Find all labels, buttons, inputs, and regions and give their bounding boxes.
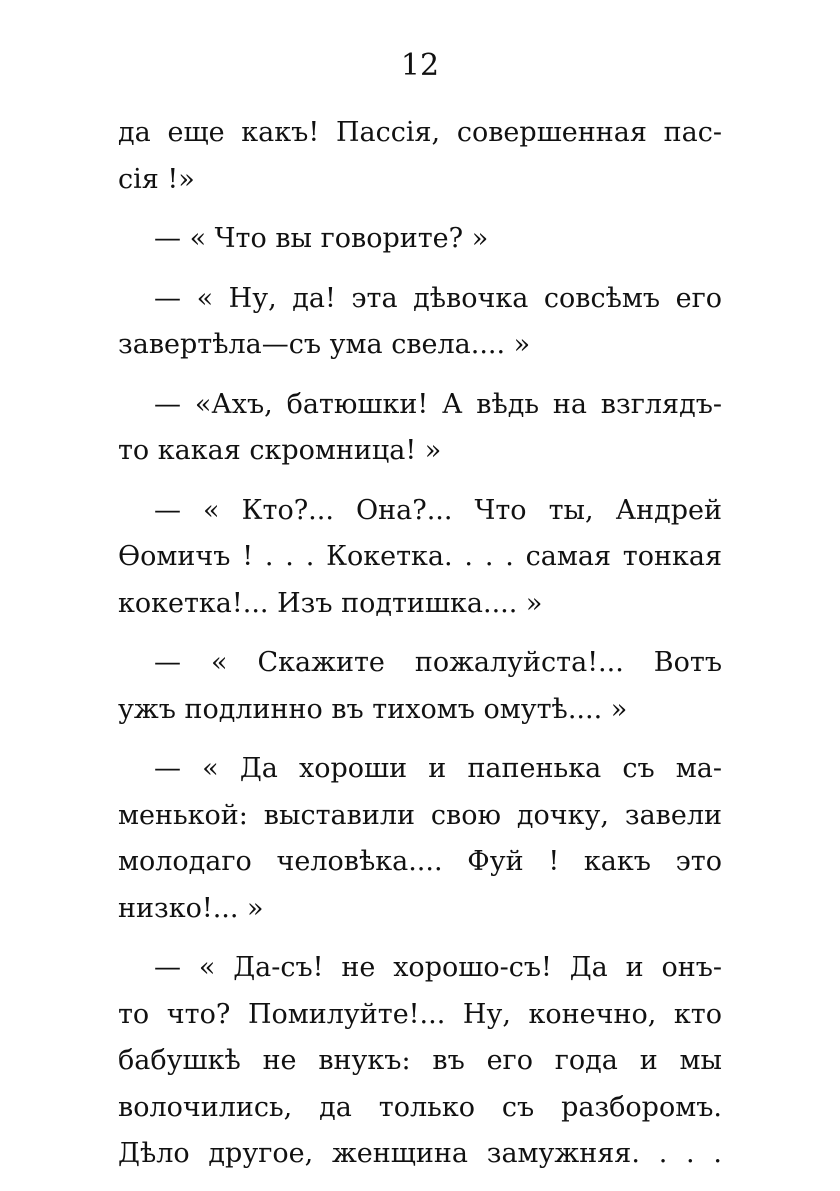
text-line: волочились, да только съ разборомъ. [118, 1091, 722, 1123]
page-number: 12 [400, 48, 440, 83]
text-line: Дѣло другое, женщина замужняя. . . . [118, 1138, 722, 1169]
text-line: сія !» [118, 163, 195, 195]
dialogue-line: — « Скажите пожалуйста!... Вотъ [154, 647, 722, 678]
text-line: молодаго человѣка.... Фуй ! какъ это [118, 846, 722, 877]
text-line: Ѳомичъ ! . . . Кокетка. . . . самая тонкая [118, 541, 722, 572]
dialogue-line: — « Да хороши и папенька съ ма- [154, 753, 722, 784]
text-line: завертѣла—съ ума свела.... » [118, 329, 531, 360]
dialogue-line: — «Ахъ, батюшки! А вѣдь на взглядъ- [154, 388, 722, 420]
text-line: менькой: выставили свою дочку, завели [118, 799, 722, 831]
dialogue-line: — « Ну, да! эта дѣвочка совсѣмъ его [154, 282, 722, 314]
dialogue-line: — « Да-съ! не хорошо-съ! Да и онъ- [154, 952, 722, 983]
text-line: ужъ подлинно въ тихомъ омутѣ.... » [118, 693, 628, 725]
text-body [118, 110, 722, 1178]
dialogue-line: — « Кто?... Она?... Что ты, Андрей [154, 494, 722, 526]
text-line: то какая скромница! » [118, 435, 442, 466]
text-line: кокетка!... Изъ подтишка.... » [118, 587, 543, 619]
text-line: бабушкѣ не внукъ: въ его года и мы [118, 1045, 722, 1076]
dialogue-line: — « Что вы говорите? » [154, 223, 489, 254]
text-line: низко!... » [118, 892, 264, 924]
text-line: то что? Помилуйте!... Ну, конечно, кто [118, 998, 722, 1030]
text-line: да еще какъ! Пассія, совершенная пас- [118, 117, 722, 148]
